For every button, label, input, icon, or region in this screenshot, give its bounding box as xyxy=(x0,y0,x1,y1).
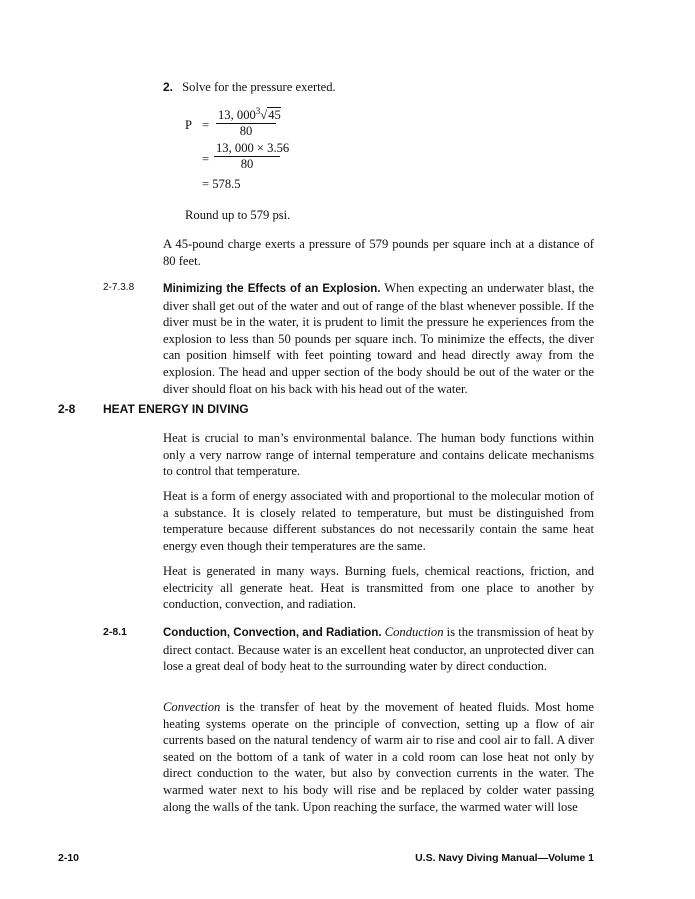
fraction-2-numerator: 13, 000 × 3.56 xyxy=(216,141,290,155)
radicand: 45 xyxy=(268,108,281,123)
heat-paragraph-3: Heat is generated in many ways. Burning fuels, chemical reactions, friction, and electricity all generate heat. Heat is transmitted from one place to another by conduction, convection, and radiation. xyxy=(163,564,594,612)
term-convection: Convection xyxy=(163,700,221,714)
equation-equals-1: = xyxy=(202,118,210,132)
section-number-2-8: 2-8 xyxy=(58,402,76,416)
equation-equals-2: = xyxy=(202,152,210,166)
section-title-2-7-3-8: Minimizing the Effects of an Explosion. xyxy=(163,283,381,295)
step-number: 2. xyxy=(163,80,174,94)
heat-paragraph-1: Heat is crucial to man’s environmental balance. The human body functions within only a very narrow range of internal temperature and contains delicate mechanisms to control that temperature. xyxy=(163,431,594,479)
manual-title: U.S. Navy Diving Manual—Volume 1 xyxy=(415,852,594,864)
fraction-1-numerator: 13, $000^3√45$ xyxy=(218,106,281,123)
section-number-2-7-3-8: 2-7.3.8 xyxy=(103,282,135,293)
convection-text: is the transfer of heat by the movement of heated fluids. Most home heating systems operate on the principle of convection, setting up a flow of air currents based on the natural tendency of warm air to rise and cool air to fall. A diver seated on the bottom of a tank of water in a cold room can lose heat not only by direct conduction to the water, but also by convection currents in the water. The warmed water next to his body will rise and be replaced by colder water passing along the walls of the tank. Upon reaching the surface, the warmed water will lose xyxy=(163,700,594,814)
section-text-2-7-3-8: When expecting an underwater blast, the diver shall get out of the water and out of range of the blast whenever possible. If the diver must be in the water, it is prudent to limit the pressure he experiences from the explosion to less than 50 pounds per square inch. To minimize the effects, the diver can position himself with feet pointing toward and head directly away from the explosion. The head and upper section of the body should be out of the water or the diver should float on his back with his head out of the water. xyxy=(163,281,594,396)
section-2-8-1-paragraph-1 xyxy=(163,624,594,675)
section-2-7-3-8-paragraph xyxy=(163,280,594,397)
round-note: Round up to 579 psi. xyxy=(185,208,291,222)
step-text: Solve for the pressure exerted. xyxy=(182,80,336,94)
page-number: 2-10 xyxy=(58,852,80,864)
equation-result: = 578.5 xyxy=(202,177,241,191)
fraction-2-denominator: 80 xyxy=(240,157,254,171)
charge-result-paragraph: A 45-pound charge exerts a pressure of 579 pounds per square inch at a distance of 80 feet. xyxy=(163,237,594,268)
section-number-2-8-1: 2-8.1 xyxy=(103,626,127,638)
fraction-1-denominator: 80 xyxy=(239,124,253,139)
equation-lhs: P xyxy=(185,118,193,132)
section-title-2-8-1: Conduction, Convection, and Radiation. xyxy=(163,627,382,639)
section-2-8-1-paragraph-2 xyxy=(163,699,594,815)
root-index: 3 xyxy=(255,106,261,116)
term-conduction: Conduction xyxy=(384,625,444,639)
section-heading-2-8: HEAT ENERGY IN DIVING xyxy=(103,402,249,416)
fraction-2 xyxy=(214,141,290,172)
fraction-1 xyxy=(216,104,281,139)
step-2 xyxy=(163,79,603,96)
radical-sign: √ xyxy=(260,108,268,123)
heat-paragraph-2: Heat is a form of energy associated with and proportional to the molecular motion of a substance. It is closely related to temperature, but must be distinguished from temperature because different substances do not necessarily contain the same heat energy even though their temperatures are the same. xyxy=(163,489,594,553)
conduction-text: is the transmission of heat by direct contact. Because water is an excellent heat conductor, an unprotected diver can lose a great deal of body heat to the surrounding water by direct conduction. xyxy=(163,625,594,674)
